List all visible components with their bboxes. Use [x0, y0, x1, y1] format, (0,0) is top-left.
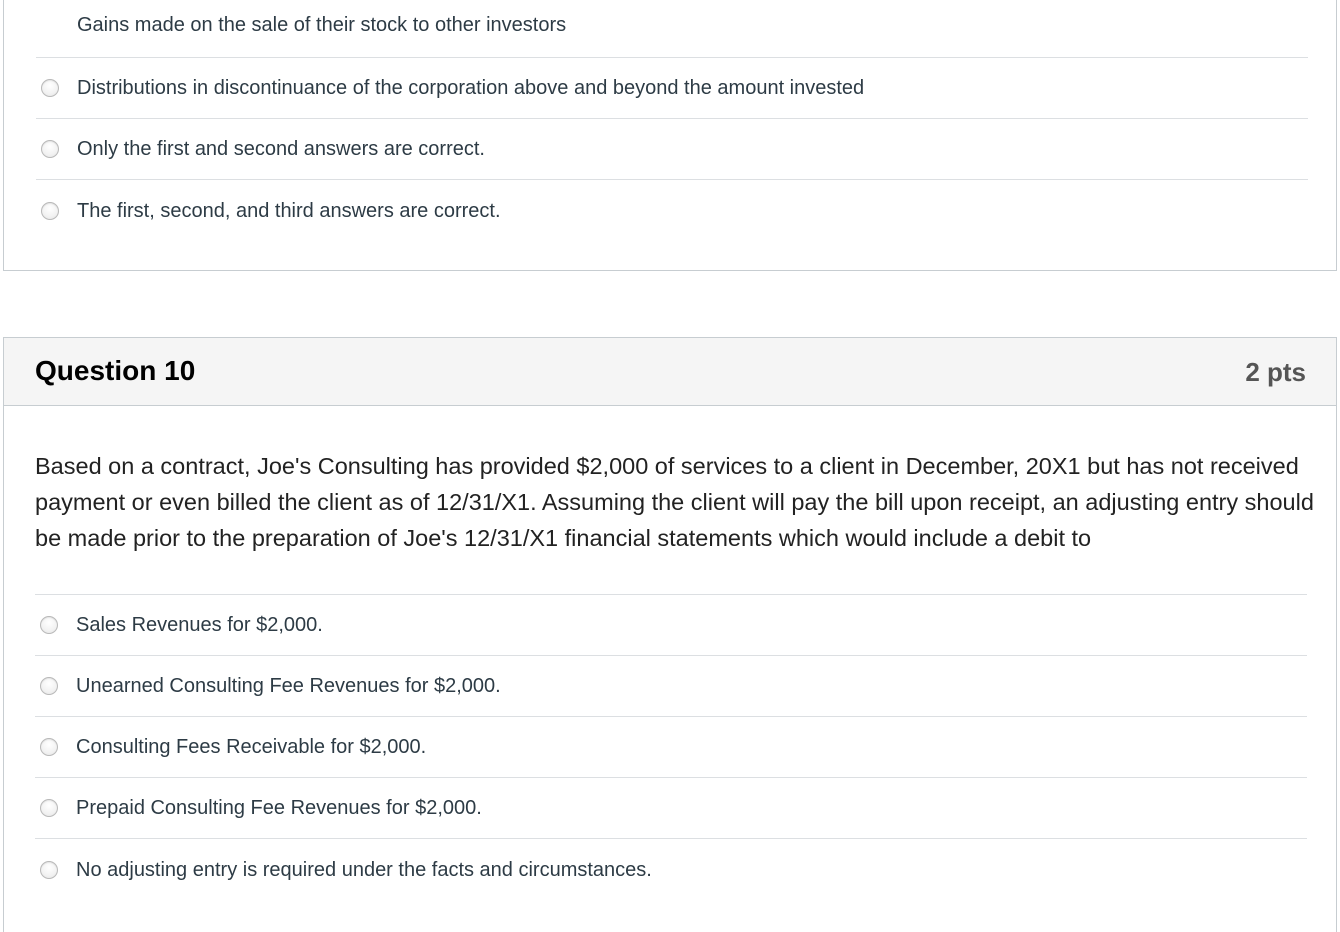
radio-button[interactable] [40, 861, 58, 879]
answer-label: Sales Revenues for $2,000. [76, 614, 323, 636]
answer-label: No adjusting entry is required under the facts and circumstances. [76, 858, 652, 881]
answer-option[interactable] [35, 778, 1307, 839]
answer-option[interactable] [35, 595, 1307, 656]
answer-label: Prepaid Consulting Fee Revenues for $2,000. [76, 797, 482, 819]
answer-label: Gains made on the sale of their stock to other investors [77, 14, 567, 36]
previous-answer-list [36, 0, 1308, 241]
question-panel [3, 337, 1337, 932]
answer-option[interactable] [35, 839, 1307, 900]
radio-button[interactable] [41, 202, 59, 220]
answer-option[interactable] [36, 58, 1308, 119]
question-text: Based on a contract, Joe's Consulting has provided $2,000 of services to a client in December, 20X1 but has not received payment or even billed the client as of 12/31/X1. Assuming the client will pay the bill upon receipt, an adjusting entry should be made prior to the preparation of Joe's 12/31/X1 financial statements which would include a debit to [35, 453, 1314, 551]
answer-option[interactable] [35, 717, 1307, 778]
question-header [4, 338, 1336, 406]
question-title: Question 10 [35, 355, 196, 386]
answer-label: Only the first and second answers are correct. [77, 138, 485, 160]
radio-button[interactable] [40, 677, 58, 695]
radio-button[interactable] [40, 738, 58, 756]
answer-option[interactable] [36, 119, 1308, 180]
answer-option[interactable] [35, 656, 1307, 717]
answer-label: The first, second, and third answers are correct. [77, 199, 501, 222]
previous-question-panel [3, 0, 1337, 271]
answer-label: Unearned Consulting Fee Revenues for $2,000. [76, 675, 501, 697]
answer-list [35, 595, 1307, 900]
answer-label: Distributions in discontinuance of the corporation above and beyond the amount invested [77, 77, 865, 99]
radio-button[interactable] [41, 140, 59, 158]
radio-button[interactable] [40, 616, 58, 634]
radio-button[interactable] [41, 79, 59, 97]
answer-label: Consulting Fees Receivable for $2,000. [76, 736, 427, 758]
radio-button[interactable] [40, 799, 58, 817]
answer-option[interactable] [36, 0, 1308, 58]
answer-option[interactable] [36, 180, 1308, 241]
question-points: 2 pts [1245, 357, 1306, 387]
